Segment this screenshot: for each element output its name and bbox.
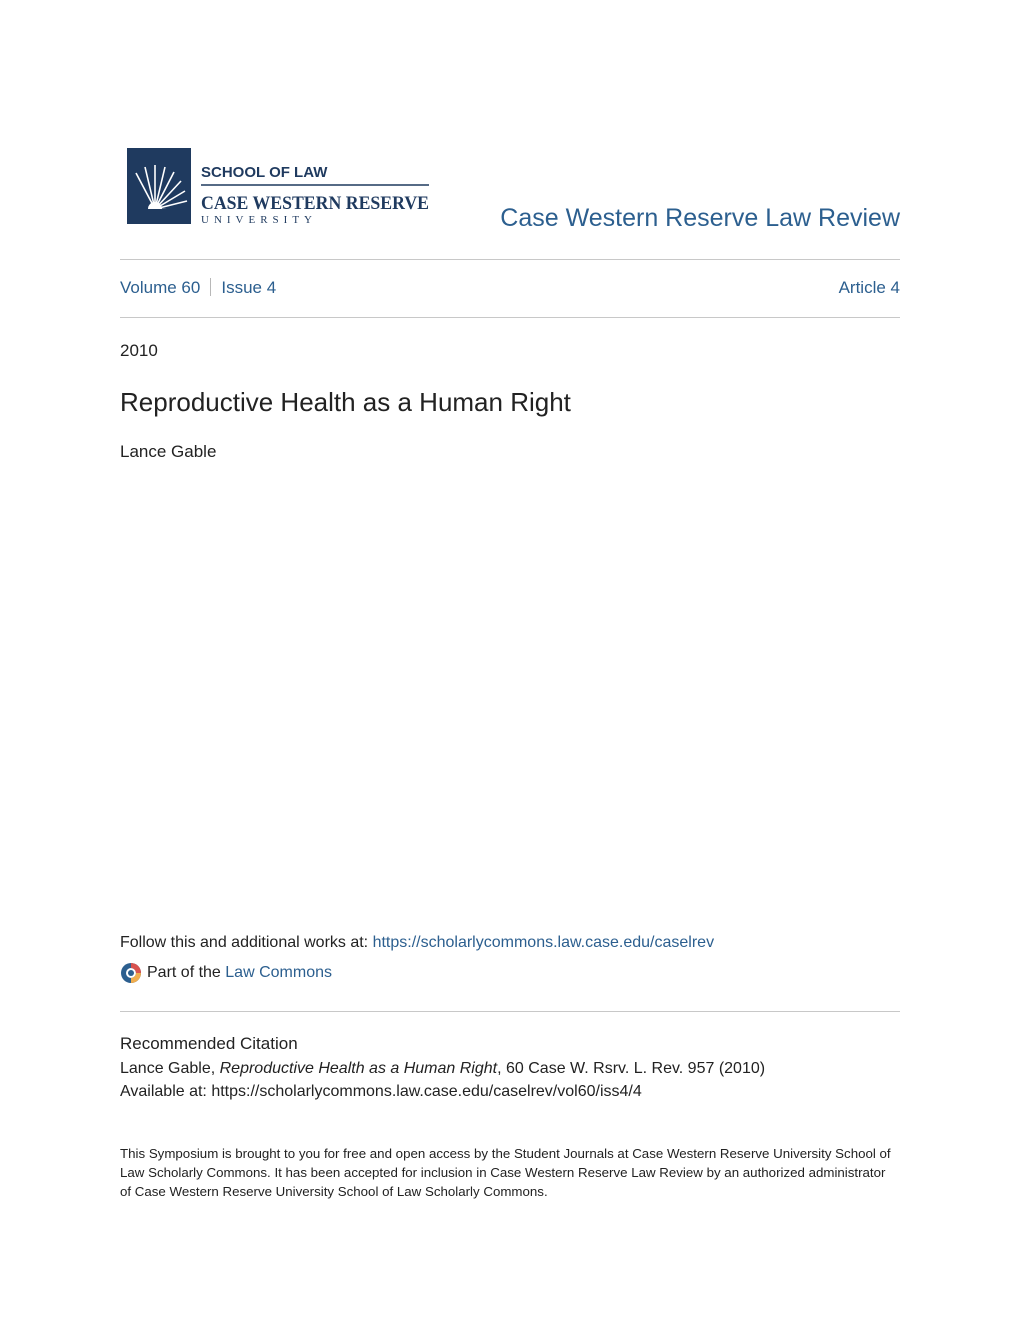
divider <box>120 1011 900 1012</box>
citation-author: Lance Gable, <box>120 1060 220 1077</box>
part-of-line <box>120 962 332 984</box>
citation-rest: , 60 Case W. Rsrv. L. Rev. 957 (2010) <box>497 1060 766 1077</box>
author-name: Lance Gable <box>120 442 217 461</box>
network-icon <box>120 962 142 984</box>
follow-prefix: Follow this and additional works at: <box>120 934 373 951</box>
school-logo <box>121 143 441 235</box>
volume-link[interactable]: Volume 60 <box>120 278 201 297</box>
citation-heading: Recommended Citation <box>120 1034 298 1053</box>
citation-available: Available at: https://scholarlycommons.law.case.edu/caselrev/vol60/iss4/4 <box>120 1083 642 1100</box>
partof-prefix: Part of the <box>147 964 221 981</box>
article-link[interactable]: Article 4 <box>838 278 900 297</box>
follow-line <box>120 934 714 952</box>
separator <box>210 278 211 296</box>
logo-line3: UNIVERSITY <box>201 214 317 226</box>
divider <box>120 259 900 260</box>
logo-line1: SCHOOL OF LAW <box>201 164 328 181</box>
divider <box>120 317 900 318</box>
journal-title-link[interactable]: Case Western Reserve Law Review <box>500 204 900 232</box>
publication-year: 2010 <box>120 341 158 360</box>
issue-link[interactable]: Issue 4 <box>221 278 277 297</box>
citation-title: Reproductive Health as a Human Right <box>219 1060 498 1077</box>
collection-link[interactable]: https://scholarlycommons.law.case.edu/caselrev <box>372 934 715 951</box>
footer-notice: This Symposium is brought to you for free and open access by the Student Journals at Case Western Reserve University School of Law Scholarly Commons. It has been accepted for inclusion in Case Western Reserve Law Review by an authorized administrator of Case Western Reserve University School of Law Scholarly Commons. <box>120 1146 891 1199</box>
article-title: Reproductive Health as a Human Right <box>120 387 571 417</box>
law-commons-link[interactable]: Law Commons <box>225 964 332 981</box>
issue-row <box>120 278 900 300</box>
logo-line2: CASE WESTERN RESERVE <box>201 193 429 214</box>
citation-line <box>120 1060 765 1078</box>
